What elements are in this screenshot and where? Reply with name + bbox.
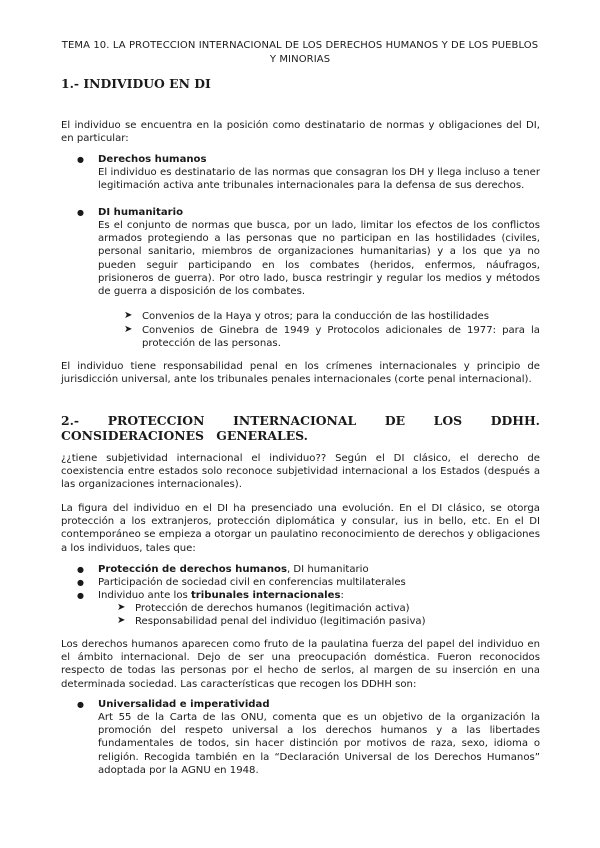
circle-bullet-icon: ● xyxy=(77,565,84,574)
section-1-intro: El individuo se encuentra en la posición como destinatario de normas y obligaciones del DI, en particular: xyxy=(61,120,540,145)
bullet-proteccion-ddhh-bold: Protección de derechos humanos xyxy=(98,564,287,575)
circle-bullet-icon: ● xyxy=(77,208,84,217)
section-2-paragraph-2: La figura del individuo en el DI ha presenciado una evolución. En el DI clásico, se otorga protección a los extranjeros, protección diplomática y consular, ius in bello, etc. En el DI contemporáneo se empieza a otorgar un paulatino reconocimiento de derechos y obligaciones a los individuos, tales que: xyxy=(61,503,540,554)
circle-bullet-icon: ● xyxy=(77,700,84,709)
item-universalidad-text: Art 55 de la Carta de las ONU, comenta que es un objetivo de la organización la promoción del respeto universal a los derechos humanos y a las libertades fundamentales de todos, sin hacer distinción por motivos de raza, sexo, idioma o religión. Recogida también en la “Declaración Universal de los Derechos Humanos” adoptada por la AGNU en 1948. xyxy=(98,712,540,776)
item-di-humanitario-title: DI humanitario xyxy=(98,207,184,218)
bullet-proteccion-ddhh xyxy=(98,563,540,576)
arrow-item-legitimacion-activa: Protección de derechos humanos (legitimación activa) xyxy=(135,603,410,614)
bullet-sociedad-civil: Participación de sociedad civil en conferencias multilaterales xyxy=(98,577,406,588)
item-derechos-humanos-title: Derechos humanos xyxy=(98,154,207,165)
bullet-tribunales xyxy=(98,589,540,602)
circle-bullet-icon: ● xyxy=(77,155,84,164)
arrow-bullet-icon: ➤ xyxy=(117,615,126,626)
bullet-tribunales-post: : xyxy=(340,590,344,601)
bullet-tribunales-bold: tribunales internacionales xyxy=(190,590,341,601)
circle-bullet-icon: ● xyxy=(77,578,84,587)
item-universalidad-title: Universalidad e imperatividad xyxy=(98,699,270,710)
arrow-item-ginebra: Convenios de Ginebra de 1949 y Protocolos adicionales de 1977: para la protección de las personas. xyxy=(142,325,540,350)
item-di-humanitario-text: Es el conjunto de normas que busca, por un lado, limitar los efectos de los conflictos armados protegiendo a las personas que no participan en las hostilidades (civiles, personal sanitario, miembros de organizaciones humanitarias) y a los que ya no pueden seguir participando en los combates (heridos, enfermos, náufragos, prisioneros de guerra). Por otro lado, busca restringir y regular los medios y métodos de guerra a disposición de los combates. xyxy=(98,220,540,298)
section-1-heading: 1.- INDIVIDUO EN DI xyxy=(61,76,211,91)
circle-bullet-icon: ● xyxy=(77,591,84,600)
arrow-bullet-icon: ➤ xyxy=(124,324,133,335)
arrow-item-haya: Convenios de la Haya y otros; para la conducción de las hostilidades xyxy=(142,311,490,322)
arrow-bullet-icon: ➤ xyxy=(117,602,126,613)
item-derechos-humanos-text: El individuo es destinatario de las normas que consagran los DH y llega incluso a tener legitimación activa ante tribunales internacionales para la defensa de sus derechos. xyxy=(98,167,540,192)
bullet-proteccion-ddhh-rest: , DI humanitario xyxy=(286,564,369,575)
document-title: TEMA 10. LA PROTECCION INTERNACIONAL DE LOS DERECHOS HUMANOS Y DE LOS PUEBLOS Y MINORIAS xyxy=(61,40,539,65)
section-2-heading: 2.- PROTECCION INTERNACIONAL DE LOS DDHH. CONSIDERACIONES GENERALES. xyxy=(61,413,540,443)
section-2-paragraph-3: Los derechos humanos aparecen como fruto de la paulatina fuerza del papel del individuo en el ámbito internacional. Dejo de ser una preocupación doméstica. Fueron reconocidos respecto de todas las personas por el hecho de serlos, al margen de su inserción en una determinada sociedad. Las características que recogen los DDHH son: xyxy=(61,639,540,690)
section-1-closing: El individuo tiene responsabilidad penal en los crímenes internacionales y principio de jurisdicción universal, ante los tribunales penales internacionales (corte penal internacional). xyxy=(61,361,540,386)
arrow-bullet-icon: ➤ xyxy=(124,310,133,321)
section-2-paragraph-1: ¿¿tiene subjetividad internacional el individuo?? Según el DI clásico, el derecho de coexistencia entre estados solo reconoce subjetividad internacional a los Estados (después a las organizaciones internacionales). xyxy=(61,453,540,491)
bullet-tribunales-pre: Individuo ante los xyxy=(98,590,191,601)
arrow-item-legitimacion-pasiva: Responsabilidad penal del individuo (legitimación pasiva) xyxy=(135,616,426,627)
